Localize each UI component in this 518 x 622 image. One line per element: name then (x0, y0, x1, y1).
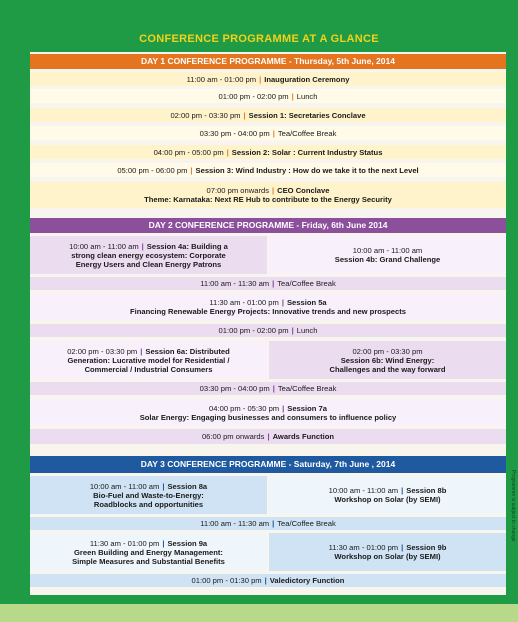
session-label: Session 5a (286, 297, 327, 307)
day2-row (30, 324, 506, 337)
bottom-band (0, 604, 518, 622)
separator: | (162, 481, 165, 491)
session-desc: Generation: Lucrative model for Residential / (67, 355, 230, 365)
session-label: Session 4a: Building a (146, 241, 228, 251)
time-label: 11:00 am - 11:30 am (200, 519, 270, 528)
separator: | (282, 403, 285, 413)
event-label: Lunch (296, 91, 318, 101)
separator: | (264, 576, 267, 585)
session-label: Session 8b (406, 486, 447, 495)
side-note (506, 470, 518, 590)
separator: | (272, 519, 275, 528)
session-label: Session 6a: Distributed (145, 346, 230, 356)
time-label: 10:00 am - 11:00 am (352, 246, 423, 255)
session-desc: Financing Renewable Energy Projects: Innovative trends and new prospects (130, 306, 406, 316)
day1-row (30, 126, 506, 140)
separator: | (226, 147, 229, 157)
session-8b (269, 476, 506, 514)
separator: | (272, 186, 275, 195)
event-theme: Theme: Karnataka: Next RE Hub to contribute to the Energy Security (144, 195, 392, 204)
day3-header: DAY 3 CONFERENCE PROGRAMME - Saturday, 7th June , 2014 (30, 456, 506, 473)
time-label: 01:00 pm - 02:00 pm (218, 326, 289, 335)
session-label: Session 7a (287, 403, 327, 413)
separator: | (267, 432, 270, 441)
session-desc: Roadblocks and opportunities (93, 499, 204, 509)
event-label: Session 1: Secretaries Conclave (248, 110, 366, 120)
session-6a (30, 341, 267, 379)
event-label: Tea/Coffee Break (277, 519, 336, 528)
session-desc: Energy Users and Clean Energy Patrons (75, 259, 222, 269)
day2-row (30, 277, 506, 290)
time-label: 10:00 am - 11:00 am (69, 241, 139, 251)
event-label: Tea/Coffee Break (277, 384, 337, 393)
separator: | (291, 326, 294, 335)
time-label: 02:00 pm - 03:30 pm (67, 346, 138, 356)
event-label: Tea/Coffee Break (277, 279, 336, 288)
time-label: 05:00 pm - 06:00 pm (117, 165, 188, 175)
day1-row (30, 145, 506, 159)
session-9a (30, 533, 267, 571)
time-label: 11:30 am - 01:00 pm (209, 297, 279, 307)
event-label: Session 3: Wind Industry : How do we take it to the next Level (195, 165, 419, 175)
page-title: CONFERENCE PROGRAMME AT A GLANCE (139, 33, 379, 45)
session-label: Session 9a (167, 538, 208, 548)
event-label: Awards Function (272, 432, 335, 441)
day3-row (30, 517, 506, 530)
time-label: 11:30 am - 01:00 pm (328, 543, 399, 552)
session-desc: Solar Energy: Engaging businesses and consumers to influence policy (139, 412, 397, 422)
day1-row (30, 72, 506, 86)
event-label: Valedictory Function (269, 576, 345, 585)
separator: | (281, 297, 284, 307)
time-label: 03:30 pm - 04:00 pm (199, 384, 270, 393)
session-desc: Workshop on Solar (by SEMI) (334, 552, 441, 561)
session-desc: Workshop on Solar (by SEMI) (334, 495, 441, 504)
time-label: 11:00 am - 11:30 am (200, 279, 270, 288)
separator: | (140, 346, 143, 356)
time-label: 10:00 am - 11:00 am (89, 481, 160, 491)
day3-row (30, 574, 506, 587)
time-label: 11:30 am - 01:00 pm (89, 538, 160, 548)
day1-row (30, 163, 506, 177)
separator: | (401, 543, 404, 552)
time-label: 01:00 pm - 01:30 pm (191, 576, 262, 585)
event-label: Session 2: Solar : Current Industry Status (231, 147, 383, 157)
time-label: 04:00 pm - 05:00 pm (153, 147, 224, 157)
separator: | (291, 91, 294, 101)
event-label: Inauguration Ceremony (264, 74, 350, 84)
session-desc: Bio-Fuel and Waste-to-Energy: (93, 490, 204, 500)
day2-row (30, 293, 506, 320)
session-desc: Simple Measures and Substantial Benefits (72, 556, 225, 566)
session-label: Session 8a (167, 481, 208, 491)
time-label: 04:00 pm - 05:30 pm (209, 403, 280, 413)
separator: | (162, 538, 165, 548)
time-label: 02:00 pm - 03:30 pm (170, 110, 241, 120)
time-label: 02:00 pm - 03:30 pm (352, 346, 423, 356)
session-desc: Challenges and the way forward (329, 364, 446, 374)
session-desc: Green Building and Energy Management: (74, 547, 223, 557)
session-8a (30, 476, 267, 514)
session-label: Session 9b (406, 543, 447, 552)
day1-row (30, 182, 506, 208)
separator: | (243, 110, 246, 120)
session-label: Session 4b: Grand Challenge (334, 255, 441, 264)
day2-row (30, 399, 506, 426)
time-label: 10:00 am - 11:00 am (328, 486, 399, 495)
time-label: 07:00 pm onwards (206, 186, 269, 195)
session-6b (269, 341, 506, 379)
event-label: Tea/Coffee Break (277, 128, 337, 138)
separator: | (259, 74, 262, 84)
session-desc: Commercial / Industrial Consumers (84, 364, 213, 374)
session-4a (30, 236, 267, 274)
session-label: Session 6b: Wind Energy: (340, 355, 435, 365)
separator: | (272, 279, 275, 288)
separator: | (272, 384, 275, 393)
session-desc: strong clean energy ecosystem: Corporate (71, 250, 226, 260)
separator: | (401, 486, 404, 495)
time-label: 01:00 pm - 02:00 pm (218, 91, 289, 101)
event-label: Lunch (296, 326, 318, 335)
session-9b (269, 533, 506, 571)
day2-header: DAY 2 CONFERENCE PROGRAMME - Friday, 6th June 2014 (30, 218, 506, 233)
separator: | (141, 241, 144, 251)
time-label: 03:30 pm - 04:00 pm (199, 128, 270, 138)
day1-row (30, 89, 506, 103)
event-label: CEO Conclave (277, 186, 330, 195)
session-4b (269, 236, 506, 274)
day2-row (30, 382, 506, 395)
time-label: 06:00 pm onwards (201, 432, 265, 441)
separator: | (190, 165, 193, 175)
programme-panel (30, 52, 506, 595)
side-note-text: Programme is subject to change (510, 470, 516, 542)
day1-row (30, 108, 506, 122)
separator: | (272, 128, 275, 138)
time-label: 11:00 am - 01:00 pm (186, 74, 257, 84)
day1-header: DAY 1 CONFERENCE PROGRAMME - Thursday, 5th June, 2014 (30, 54, 506, 69)
day2-row (30, 429, 506, 444)
